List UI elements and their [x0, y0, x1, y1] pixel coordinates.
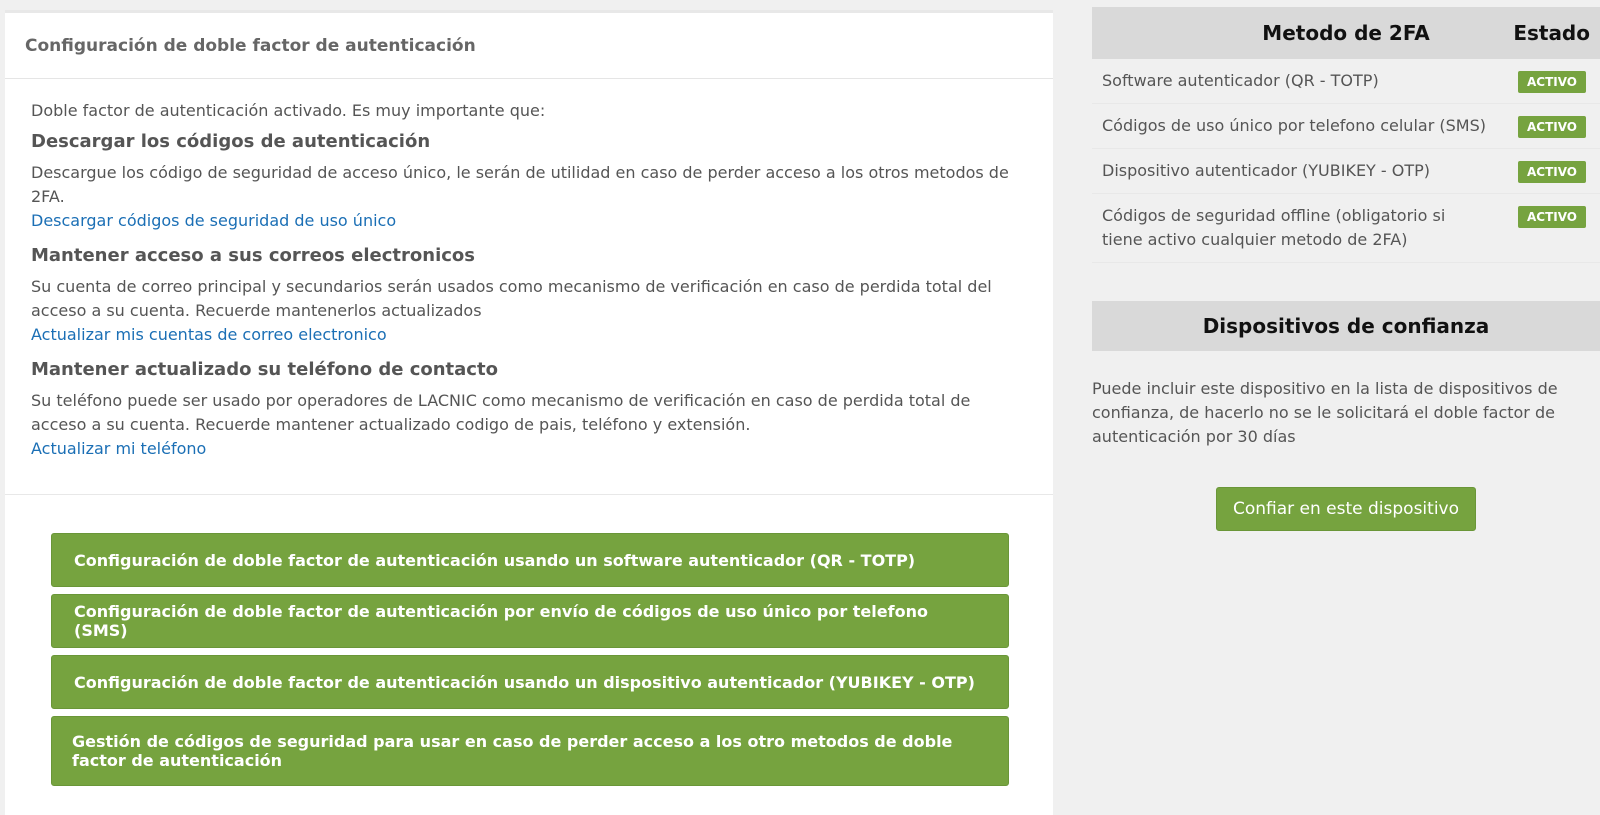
- panel-title: Configuración de doble factor de autenticación: [5, 13, 1053, 79]
- actions-list: [5, 495, 1053, 786]
- status-badge: ACTIVO: [1518, 206, 1586, 228]
- info-body: [5, 79, 1053, 495]
- method-name: Software autenticador (QR - TOTP): [1092, 59, 1500, 104]
- section-phone: [31, 357, 1027, 467]
- method-name: Códigos de uso único por telefono celular (SMS): [1092, 104, 1500, 149]
- section-title: Mantener actualizado su teléfono de contacto: [31, 359, 498, 380]
- intro-text: Doble factor de autenticación activado. Es muy importante que:: [31, 101, 546, 120]
- section-text: Su teléfono puede ser usado por operadores de LACNIC como mecanismo de verificación en caso de perdida total de acceso a su cuenta. Recuerde mantener actualizado codigo de pais, teléfono y extensión.: [31, 391, 971, 434]
- update-emails-link[interactable]: Actualizar mis cuentas de correo electronico: [31, 325, 387, 344]
- trusted-devices-title: Dispositivos de confianza: [1092, 301, 1600, 351]
- section-title: Descargar los códigos de autenticación: [31, 131, 431, 152]
- download-codes-link[interactable]: Descargar códigos de seguridad de uso único: [31, 211, 397, 230]
- right-column: [1092, 7, 1600, 531]
- section-emails: [31, 243, 1027, 353]
- status-badge: ACTIVO: [1518, 161, 1586, 183]
- table-row: [1092, 104, 1600, 149]
- twofa-config-panel: [5, 10, 1053, 815]
- table-header-row: [1092, 7, 1600, 59]
- methods-table: [1092, 7, 1600, 263]
- section-title: Mantener acceso a sus correos electronicos: [31, 245, 475, 266]
- trust-device-button[interactable]: Confiar en este dispositivo: [1216, 487, 1476, 531]
- table-row: [1092, 194, 1600, 263]
- section-download-codes: [31, 129, 1027, 239]
- method-name: Dispositivo autenticador (YUBIKEY - OTP): [1092, 149, 1500, 194]
- manage-security-codes-button[interactable]: Gestión de códigos de seguridad para usar en caso de perder acceso a los otro metodos de doble factor de autenticación: [51, 716, 1009, 786]
- config-totp-button[interactable]: Configuración de doble factor de autenticación usando un software autenticador (QR - TOTP): [51, 533, 1009, 587]
- header-method: Metodo de 2FA: [1092, 7, 1500, 59]
- section-text: Su cuenta de correo principal y secundarios serán usados como mecanismo de verificación en caso de perdida total del acceso a su cuenta. Recuerde mantenerlos actualizados: [31, 277, 992, 320]
- update-phone-link[interactable]: Actualizar mi teléfono: [31, 439, 207, 458]
- section-text: Descargue los código de seguridad de acceso único, le serán de utilidad en caso de perder acceso a los otros metodos de 2FA.: [31, 163, 1009, 206]
- config-yubikey-button[interactable]: Configuración de doble factor de autenticación usando un dispositivo autenticador (YUBIKEY - OTP): [51, 655, 1009, 709]
- table-row: [1092, 149, 1600, 194]
- status-badge: ACTIVO: [1518, 116, 1586, 138]
- trust-button-wrap: [1092, 487, 1600, 531]
- method-name: Códigos de seguridad offline (obligatorio si tiene activo cualquier metodo de 2FA): [1092, 194, 1500, 263]
- status-badge: ACTIVO: [1518, 71, 1586, 93]
- header-state: Estado: [1500, 7, 1600, 59]
- table-row: [1092, 59, 1600, 104]
- config-sms-button[interactable]: Configuración de doble factor de autenticación por envío de códigos de uso único por telefono (SMS): [51, 594, 1009, 648]
- trusted-devices-text: Puede incluir este dispositivo en la lista de dispositivos de confianza, de hacerlo no se le solicitará el doble factor de autenticación por 30 días: [1092, 379, 1558, 446]
